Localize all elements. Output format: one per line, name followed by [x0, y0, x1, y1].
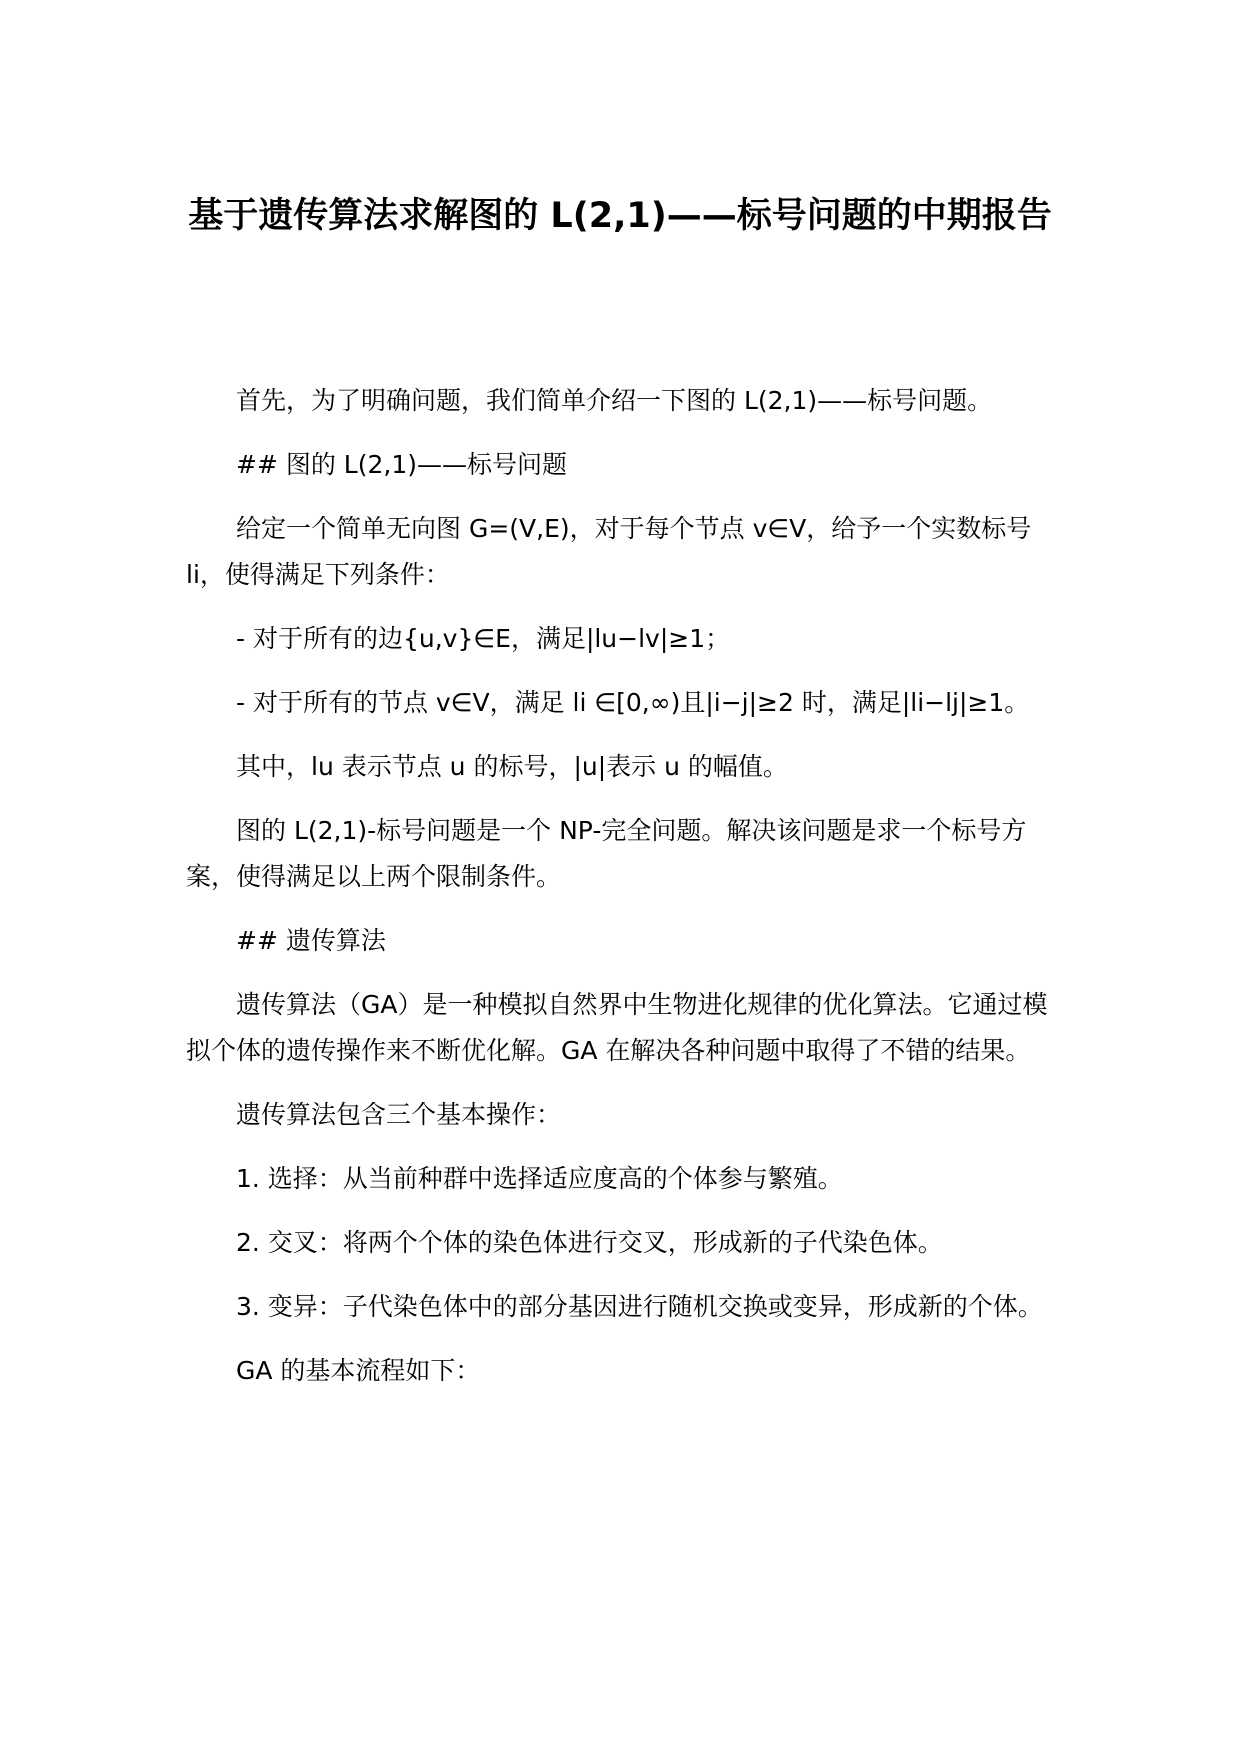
condition-edge: - 对于所有的边{u,v}∈E，满足|lu−lv|≥1； — [236, 624, 731, 653]
section-heading-labeling-problem: ## 图的 L(2,1)——标号问题 — [236, 450, 567, 479]
list-item-mutation: 3. 变异：子代染色体中的部分基因进行随机交换或变异，形成新的个体。 — [236, 1292, 1043, 1321]
condition-node: - 对于所有的节点 v∈V，满足 li ∈[0,∞)且|i−j|≥2 时，满足|li−lj|≥1。 — [236, 688, 1030, 717]
paragraph-intro: 首先，为了明确问题，我们简单介绍一下图的 L(2,1)——标号问题。 — [236, 386, 993, 415]
document-title: 基于遗传算法求解图的 L(2,1)——标号问题的中期报告 — [188, 196, 1052, 236]
paragraph-problem-definition: 给定一个简单无向图 G=(V,E)，对于每个节点 v∈V，给予一个实数标号 li，使得满足下列条件： — [186, 514, 1040, 589]
document-body — [186, 378, 1048, 1412]
paragraph-notation: 其中，lu 表示节点 u 的标号，|u|表示 u 的幅值。 — [236, 752, 788, 781]
paragraph-ga-intro: 遗传算法（GA）是一种模拟自然界中生物进化规律的优化算法。它通过模拟个体的遗传操作来不断优化解。GA 在解决各种问题中取得了不错的结果。 — [186, 990, 1048, 1065]
section-heading-genetic-algorithm: ## 遗传算法 — [236, 926, 386, 955]
paragraph-ga-operations: 遗传算法包含三个基本操作： — [236, 1100, 562, 1129]
paragraph-np-complete: 图的 L(2,1)-标号问题是一个 NP-完全问题。解决该问题是求一个标号方案，使得满足以上两个限制条件。 — [186, 816, 1027, 891]
paragraph-ga-flow: GA 的基本流程如下： — [236, 1356, 481, 1385]
list-item-selection: 1. 选择：从当前种群中选择适应度高的个体参与繁殖。 — [236, 1164, 843, 1193]
list-item-crossover: 2. 交叉：将两个个体的染色体进行交叉，形成新的子代染色体。 — [236, 1228, 943, 1257]
